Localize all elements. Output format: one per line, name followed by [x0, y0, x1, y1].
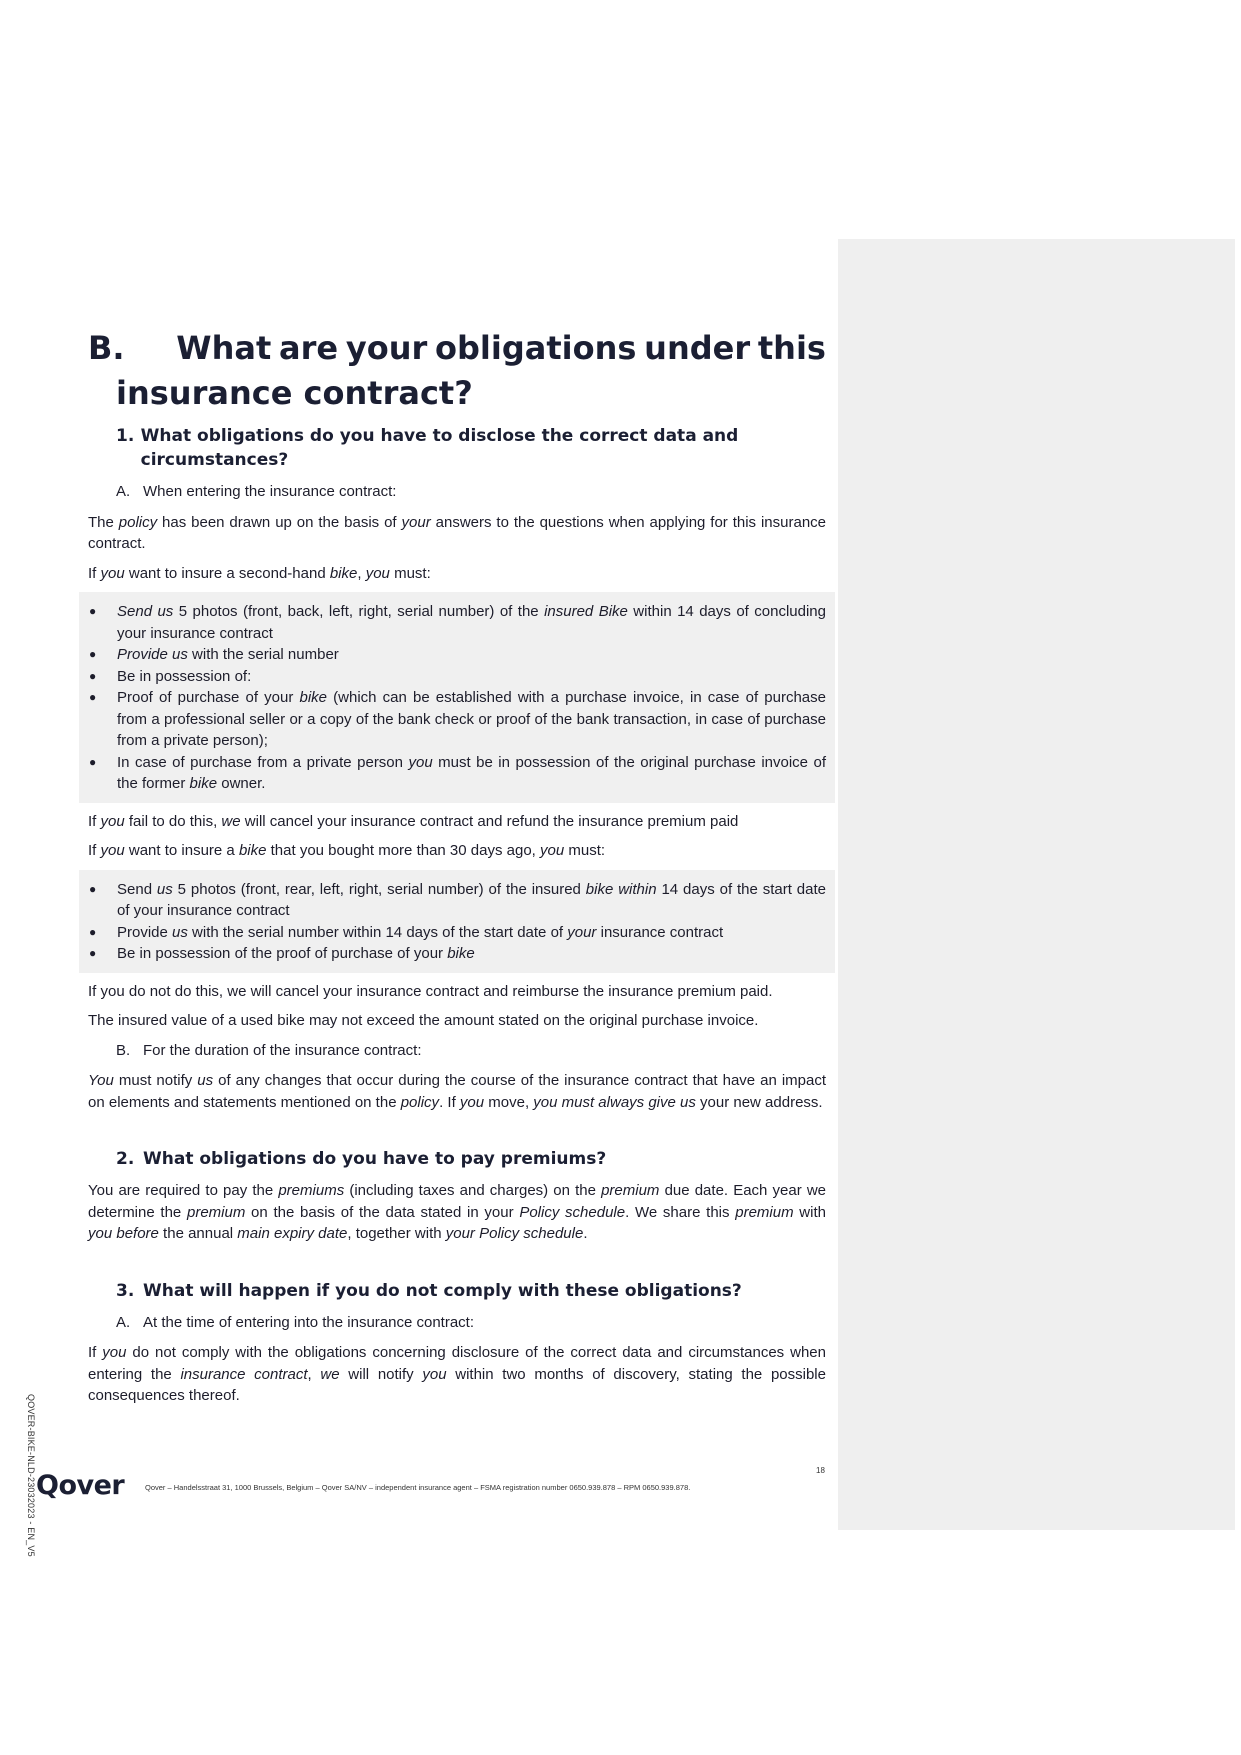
section-heading-b: [88, 326, 826, 416]
heading-word: obligations: [435, 329, 637, 367]
heading-word: your: [345, 329, 428, 367]
sub-item-text: When entering the insurance contract:: [143, 483, 397, 500]
paragraph: If you want to insure a second-hand bike, you must:: [88, 564, 431, 582]
heading-line-2: insurance contract?: [116, 374, 473, 412]
subheading-title: What will happen if you do not comply with these obligations?: [143, 1280, 742, 1301]
paragraph: If you fail to do this, we will cancel your insurance contract and refund the insurance premium paid: [88, 812, 739, 830]
sub-item-letter: B.: [116, 1041, 131, 1059]
subheading-number: 1.: [116, 426, 135, 446]
heading-word: this: [757, 329, 826, 367]
footer-text: Qover – Handelsstraat 31, 1000 Brussels, Belgium – Qover SA/NV – independent insurance agent – FSMA registration number 0650.939.878 – RPM 0650.939.878.: [145, 1483, 691, 1492]
sub-item-a: [88, 481, 826, 503]
heading-word: under: [644, 329, 751, 367]
paragraph: If you want to insure a bike that you bought more than 30 days ago, you must:: [88, 842, 606, 859]
subheading-2: [88, 1147, 826, 1171]
bullet-text: In case of purchase from a private person you must be in possession of the original purchase invoice of the former bike owner.: [117, 753, 827, 792]
subheading-1: [88, 424, 826, 472]
bullet-item: [88, 687, 826, 752]
bullet-icon: ●: [89, 754, 97, 769]
heading-word: are: [279, 329, 339, 367]
bullet-item: [88, 601, 826, 644]
bullet-icon: ●: [89, 690, 97, 704]
sub-item-b: [88, 1040, 826, 1062]
subheading-number: 2.: [116, 1149, 135, 1169]
bullet-text: Send us 5 photos (front, rear, left, right, serial number) of the insured bike within 14 days of the start date of your insurance contract: [117, 880, 826, 919]
paragraph: You are required to pay the premiums (including taxes and charges) on the premium due date. Each year we determine the premium on the basis of the data stated in your Policy schedule. We share this premium with you before the annual main expiry date, together with your Policy schedule.: [88, 1182, 827, 1242]
sub-item-letter: A.: [116, 483, 131, 500]
bullet-icon: ●: [89, 881, 97, 896]
heading-word: What: [176, 329, 272, 367]
subheading-3: [88, 1279, 826, 1303]
subheading-number: 3.: [116, 1280, 135, 1301]
bullet-icon: ●: [89, 924, 97, 939]
bullet-item: [88, 879, 826, 922]
bullet-item: [88, 666, 826, 688]
bullet-text: Be in possession of the proof of purchase of your bike: [117, 945, 475, 962]
bullet-text: Be in possession of:: [117, 667, 252, 685]
bullet-icon: ●: [89, 647, 97, 661]
page-number: 18: [816, 1466, 825, 1475]
paragraph: If you do not do this, we will cancel your insurance contract and reimburse the insurance premium paid.: [88, 982, 773, 1000]
comment-margin-panel: [838, 239, 1235, 1530]
bullet-icon: ●: [89, 604, 97, 618]
document-code: QOVER-BIKE-NLD-23032023 - EN_V5: [26, 1394, 36, 1557]
subheading-title: What obligations do you have to disclose the correct data and circumstances?: [140, 426, 739, 470]
sub-item-text: At the time of entering into the insurance contract:: [143, 1313, 475, 1331]
bullet-text: Provide us with the serial number within 14 days of the start date of your insurance contract: [117, 923, 724, 941]
bullet-list: [79, 592, 835, 803]
bullet-text: Provide us with the serial number: [117, 646, 339, 663]
bullet-item: [88, 752, 826, 795]
paragraph: You must notify us of any changes that occur during the course of the insurance contract that have an impact on elements and statements mentioned on the policy. If you move, you must always give us your new address.: [88, 1072, 826, 1111]
sub-item-letter: A.: [116, 1313, 131, 1331]
paragraph: The policy has been drawn up on the basis of your answers to the questions when applying for this insurance contract.: [88, 513, 827, 552]
qover-logo: Qover: [36, 1470, 125, 1501]
sub-item-text: For the duration of the insurance contract:: [143, 1041, 422, 1059]
subheading-title: What obligations do you have to pay premiums?: [143, 1149, 607, 1169]
document-body: [88, 326, 826, 1415]
bullet-list: [79, 870, 835, 973]
paragraph: If you do not comply with the obligations concerning disclosure of the correct data and circumstances when entering the insurance contract, we will notify you within two months of discovery, stating the possible consequences thereof.: [88, 1344, 826, 1404]
paragraph: The insured value of a used bike may not exceed the amount stated on the original purchase invoice.: [88, 1012, 759, 1029]
bullet-text: Send us 5 photos (front, back, left, right, serial number) of the insured Bike within 14 days of concluding your insurance contract: [117, 603, 826, 642]
bullet-text: Proof of purchase of your bike (which can be established with a purchase invoice, in case of purchase from a professional seller or a copy of the bank check or proof of the bank transaction, in case of purchase from a private person);: [117, 689, 826, 749]
bullet-icon: ●: [89, 668, 97, 683]
sub-item-a: [88, 1312, 826, 1334]
bullet-icon: ●: [89, 946, 97, 960]
bullet-item: [88, 644, 826, 666]
bullet-item: [88, 922, 826, 944]
bullet-item: [88, 943, 826, 965]
heading-letter: B.: [88, 329, 125, 367]
